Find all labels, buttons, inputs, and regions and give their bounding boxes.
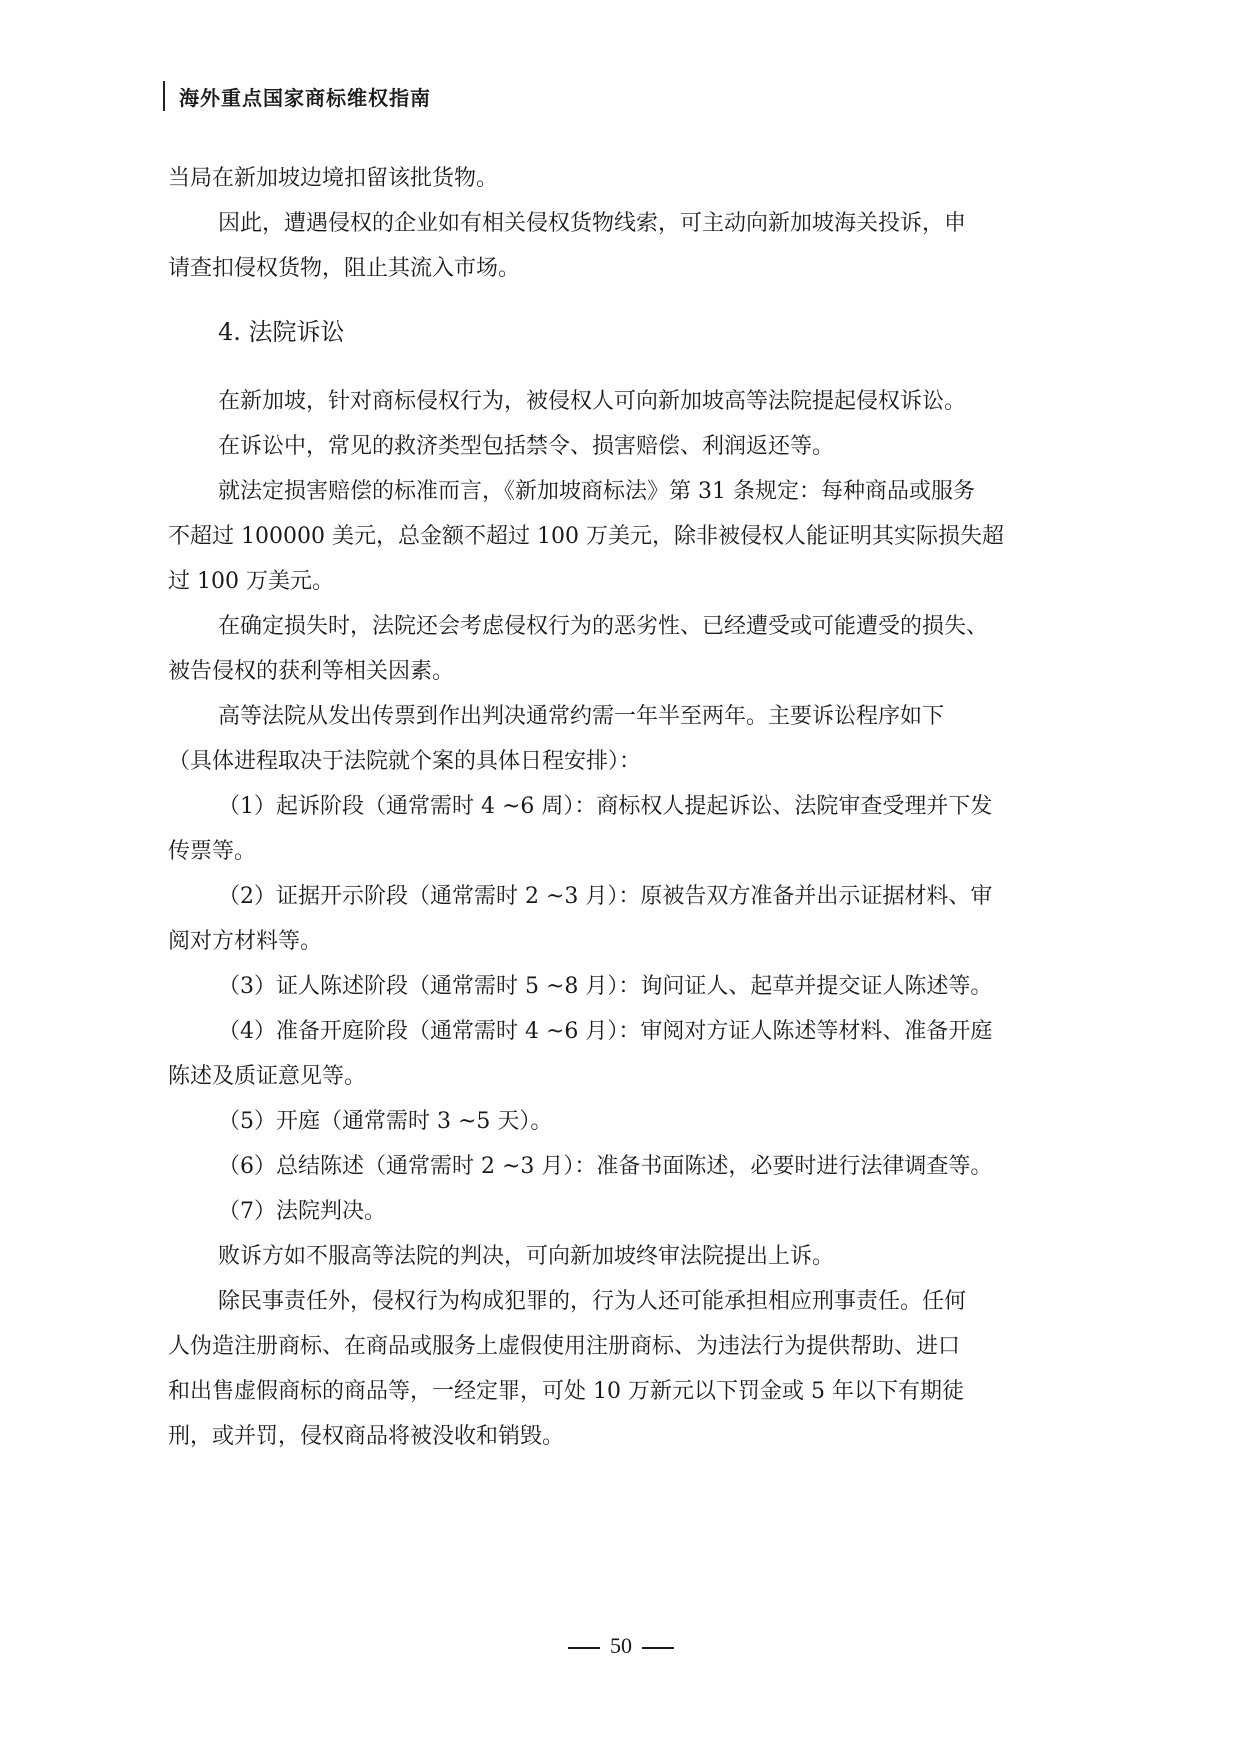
paragraph-line: 被告侵权的获利等相关因素。	[168, 659, 455, 684]
list-item-line: （3）证人陈述阶段（通常需时 5 ~8 月）：询问证人、起草并提交证人陈述等。	[218, 974, 993, 999]
page-number-dash-right	[642, 1647, 674, 1649]
paragraph-line: 和出售虚假商标的商品等，一经定罪，可处 10 万新元以下罚金或 5 年以下有期徒	[168, 1379, 964, 1404]
header-rule	[163, 81, 165, 111]
page-number-value: 50	[610, 1633, 632, 1658]
list-item-line: 陈述及质证意见等。	[168, 1064, 367, 1089]
list-item-line: （6）总结陈述（通常需时 2 ~3 月）：准备书面陈述，必要时进行法律调查等。	[218, 1154, 993, 1179]
list-item-line: （2）证据开示阶段（通常需时 2 ~3 月）：原被告双方准备并出示证据材料、审	[218, 884, 993, 909]
paragraph-line: 当局在新加坡边境扣留该批货物。	[168, 166, 499, 191]
paragraph-line: 不超过 100000 美元，总金额不超过 100 万美元，除非被侵权人能证明其实际损失超	[168, 524, 1004, 549]
list-item-line: （7）法院判决。	[218, 1199, 386, 1224]
list-item-line: （5）开庭（通常需时 3 ~5 天）。	[218, 1109, 553, 1134]
paragraph-line: 人伪造注册商标、在商品或服务上虚假使用注册商标、为违法行为提供帮助、进口	[168, 1334, 961, 1359]
paragraph-line: 高等法院从发出传票到作出判决通常约需一年半至两年。主要诉讼程序如下	[218, 704, 945, 729]
paragraph-line: 刑，或并罚，侵权商品将被没收和销毁。	[168, 1424, 565, 1449]
paragraph-line: 过 100 万美元。	[168, 569, 334, 594]
list-item-line: （1）起诉阶段（通常需时 4 ~6 周）：商标权人提起诉讼、法院审查受理并下发	[218, 794, 993, 819]
paragraph-line: （具体进程取决于法院就个案的具体日程安排）：	[168, 749, 642, 774]
paragraph-line: 除民事责任外，侵权行为构成犯罪的，行为人还可能承担相应刑事责任。任何	[218, 1289, 967, 1314]
paragraph-line: 在确定损失时，法院还会考虑侵权行为的恶劣性、已经遭受或可能遭受的损失、	[218, 614, 989, 639]
page-number-dash-left	[568, 1647, 600, 1649]
paragraph-line: 在诉讼中，常见的救济类型包括禁令、损害赔偿、利润返还等。	[218, 434, 835, 459]
list-item-line: 传票等。	[168, 839, 257, 864]
running-header	[163, 80, 431, 112]
paragraph-line: 因此，遭遇侵权的企业如有相关侵权货物线索，可主动向新加坡海关投诉，申	[218, 211, 967, 236]
page-number	[0, 1628, 1242, 1664]
list-item-line: 阅对方材料等。	[168, 929, 323, 954]
page-body	[168, 156, 1078, 1459]
paragraph-line: 请查扣侵权货物，阻止其流入市场。	[168, 256, 521, 281]
list-item-line: （4）准备开庭阶段（通常需时 4 ~6 月）：审阅对方证人陈述等材料、准备开庭	[218, 1019, 993, 1044]
paragraph-line: 败诉方如不服高等法院的判决，可向新加坡终审法院提出上诉。	[218, 1244, 835, 1269]
paragraph-line: 就法定损害赔偿的标准而言，《新加坡商标法》第 31 条规定：每种商品或服务	[218, 479, 975, 504]
paragraph-line: 在新加坡，针对商标侵权行为，被侵权人可向新加坡高等法院提起侵权诉讼。	[218, 389, 967, 414]
section-heading: 4. 法院诉讼	[218, 318, 345, 346]
book-title: 海外重点国家商标维权指南	[179, 85, 431, 110]
